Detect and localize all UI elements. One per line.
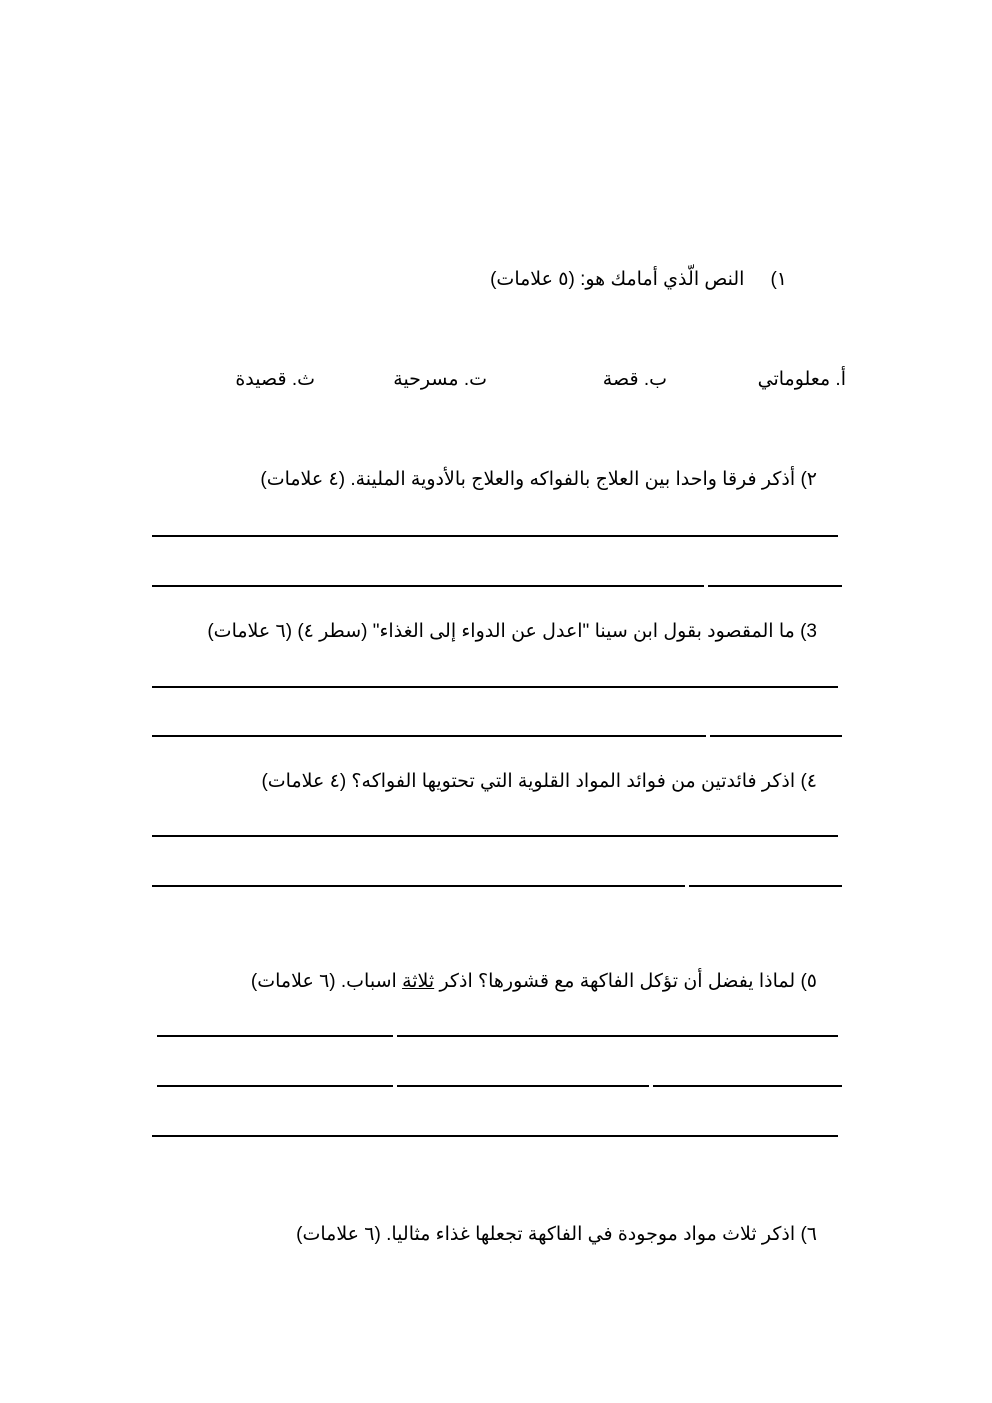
question-5-text-end: اسباب. (٦ علامات) — [250, 971, 403, 992]
answer-line — [152, 585, 842, 587]
option-d: ث. قصيدة — [235, 369, 315, 390]
answer-line — [152, 1135, 838, 1137]
answer-line — [152, 835, 838, 837]
question-4: ٤) اذكر فائدتين من فوائد المواد القلوية التي تحتويها الفواكه؟ (٤ علامات) — [261, 771, 817, 792]
answer-line — [157, 1085, 842, 1087]
question-6: ٦) اذكر ثلاث مواد موجودة في الفاكهة تجعلها غذاء مثاليا. (٦ علامات) — [296, 1224, 817, 1245]
question-1-text: النص الّذي أمامك هو: (٥ علامات) — [490, 269, 745, 290]
option-b: ب. قصة — [602, 369, 667, 390]
question-5-underlined-word: ثلاثة — [402, 971, 435, 992]
question-2: ٢) أذكر فرقا واحدا بين العلاج بالفواكه والعلاج بالأدوية الملينة. (٤ علامات) — [260, 469, 817, 490]
question-1 — [490, 268, 787, 291]
answer-line — [152, 885, 842, 887]
question-1-number: ١) — [770, 269, 787, 290]
answer-line — [152, 735, 842, 737]
option-c: ت. مسرحية — [393, 369, 487, 390]
option-a: أ. معلوماتي — [757, 369, 846, 390]
question-5-text-start: ٥) لماذا يفضل أن تؤكل الفاكهة مع قشورها؟ اذكر — [434, 971, 817, 992]
answer-line — [152, 535, 838, 537]
answer-line — [157, 1035, 838, 1037]
question-5 — [251, 970, 817, 993]
answer-line — [152, 686, 838, 688]
question-3: 3) ما المقصود بقول ابن سينا "اعدل عن الدواء إلى الغذاء" (سطر ٤) (٦ علامات) — [207, 621, 817, 642]
